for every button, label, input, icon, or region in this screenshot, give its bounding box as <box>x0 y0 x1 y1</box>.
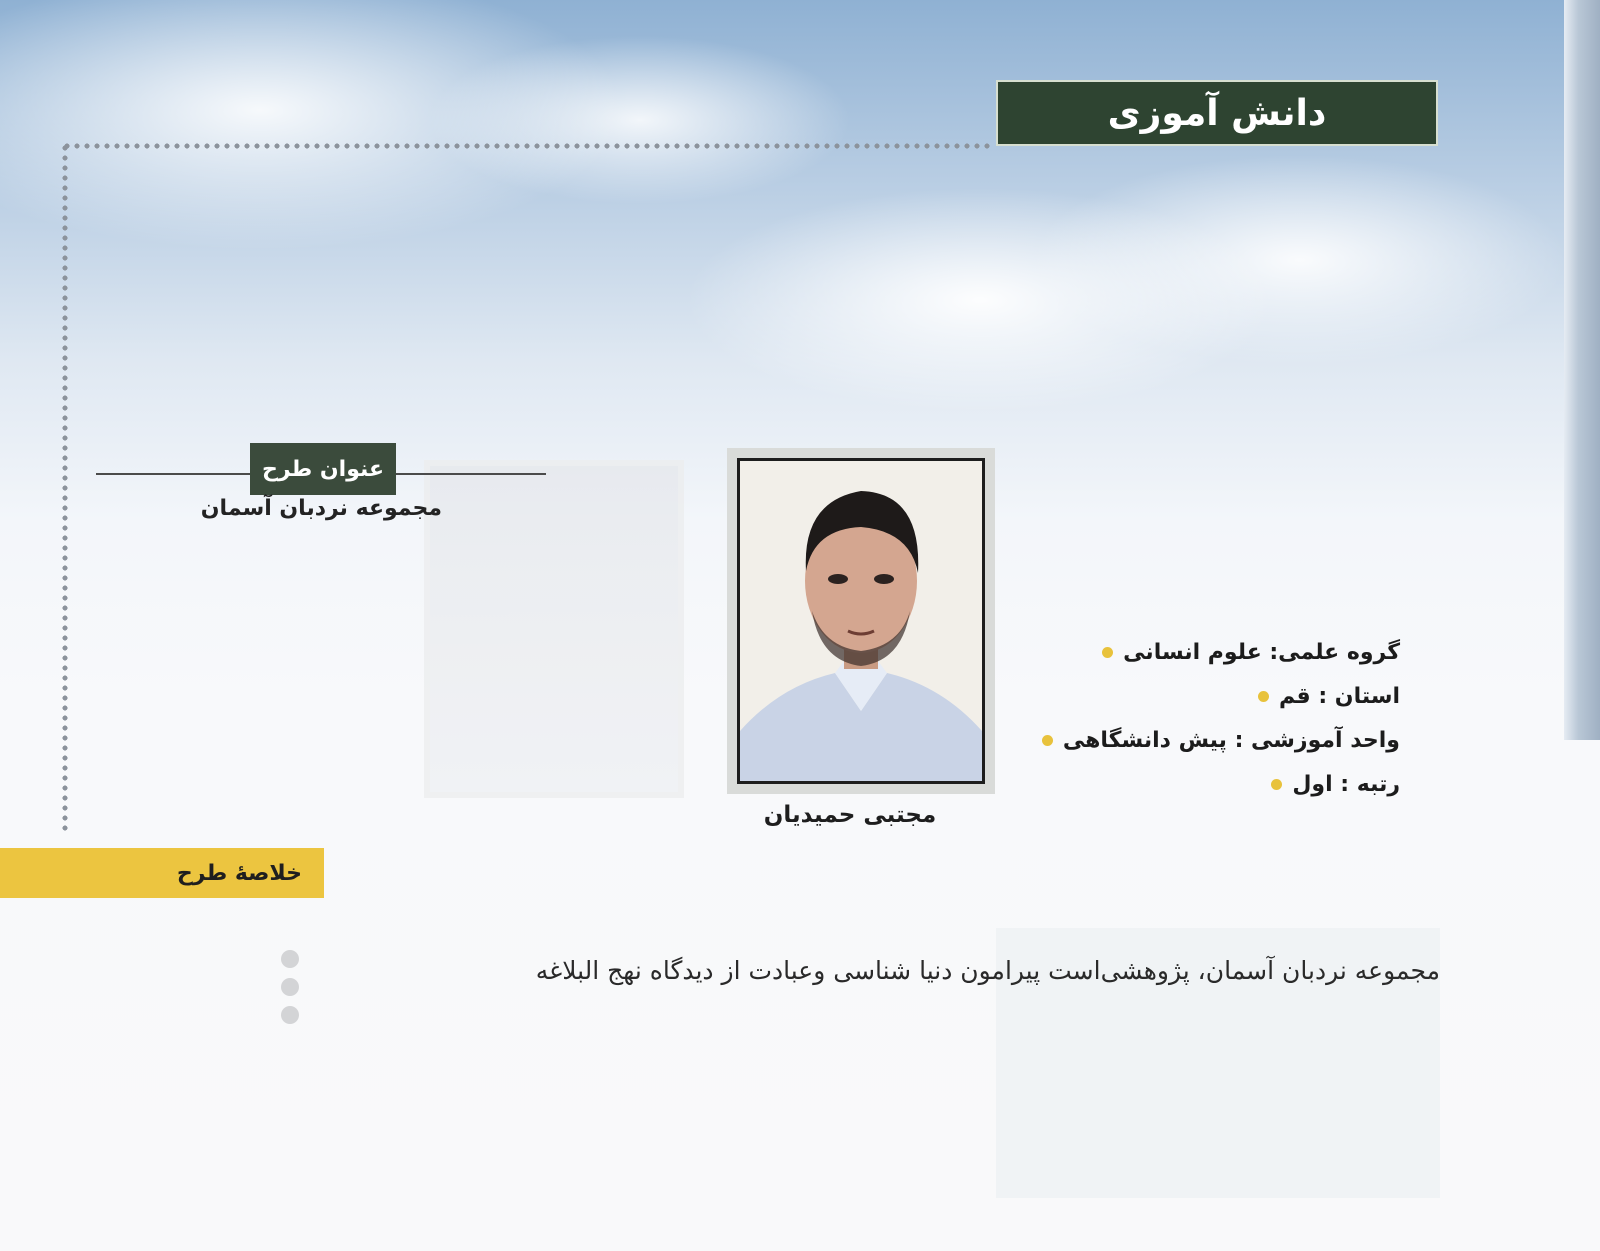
detail-text: واحد آموزشی : پیش دانشگاهی <box>1062 727 1400 753</box>
page-spine <box>1564 0 1600 740</box>
grey-dot-icon <box>281 950 299 968</box>
summary-heading: خلاصهٔ طرح <box>176 860 302 886</box>
section-header <box>996 80 1438 146</box>
detail-text: استان : قم <box>1279 683 1400 709</box>
section-header-title: دانش آموزی <box>1107 92 1327 134</box>
detail-item <box>1258 674 1400 718</box>
portrait-photo <box>737 458 985 784</box>
dotted-border-top <box>62 143 990 149</box>
bullet-icon <box>1271 779 1282 790</box>
project-title-value: مجموعه نردبان آسمان <box>200 496 442 521</box>
summary-text: مجموعه نردبان آسمان، پژوهشی‌است پیرامون دنیا شناسی وعبادت از دیدگاه نهج البلاغه <box>535 956 1440 985</box>
dotted-border-left <box>62 143 68 833</box>
bullet-icon <box>1042 735 1053 746</box>
grey-dot-icon <box>281 978 299 996</box>
project-title-label <box>250 443 396 495</box>
summary-heading-bar <box>0 848 324 898</box>
detail-item <box>1042 718 1400 762</box>
show-through-photo <box>424 460 684 798</box>
detail-text: رتبه : اول <box>1292 771 1400 797</box>
portrait-frame <box>727 448 995 794</box>
bullet-icon <box>1258 691 1269 702</box>
portrait-illustration <box>740 461 982 781</box>
bullet-icon <box>1102 647 1113 658</box>
project-title-label-text: عنوان طرح <box>261 456 385 482</box>
detail-item <box>1271 762 1400 806</box>
grey-dot-icon <box>281 1006 299 1024</box>
detail-text: گروه علمی: علوم انسانی <box>1123 639 1400 665</box>
detail-item <box>1102 630 1400 674</box>
person-details <box>980 630 1400 806</box>
person-name: مجتبی حمیدیان <box>763 802 937 828</box>
